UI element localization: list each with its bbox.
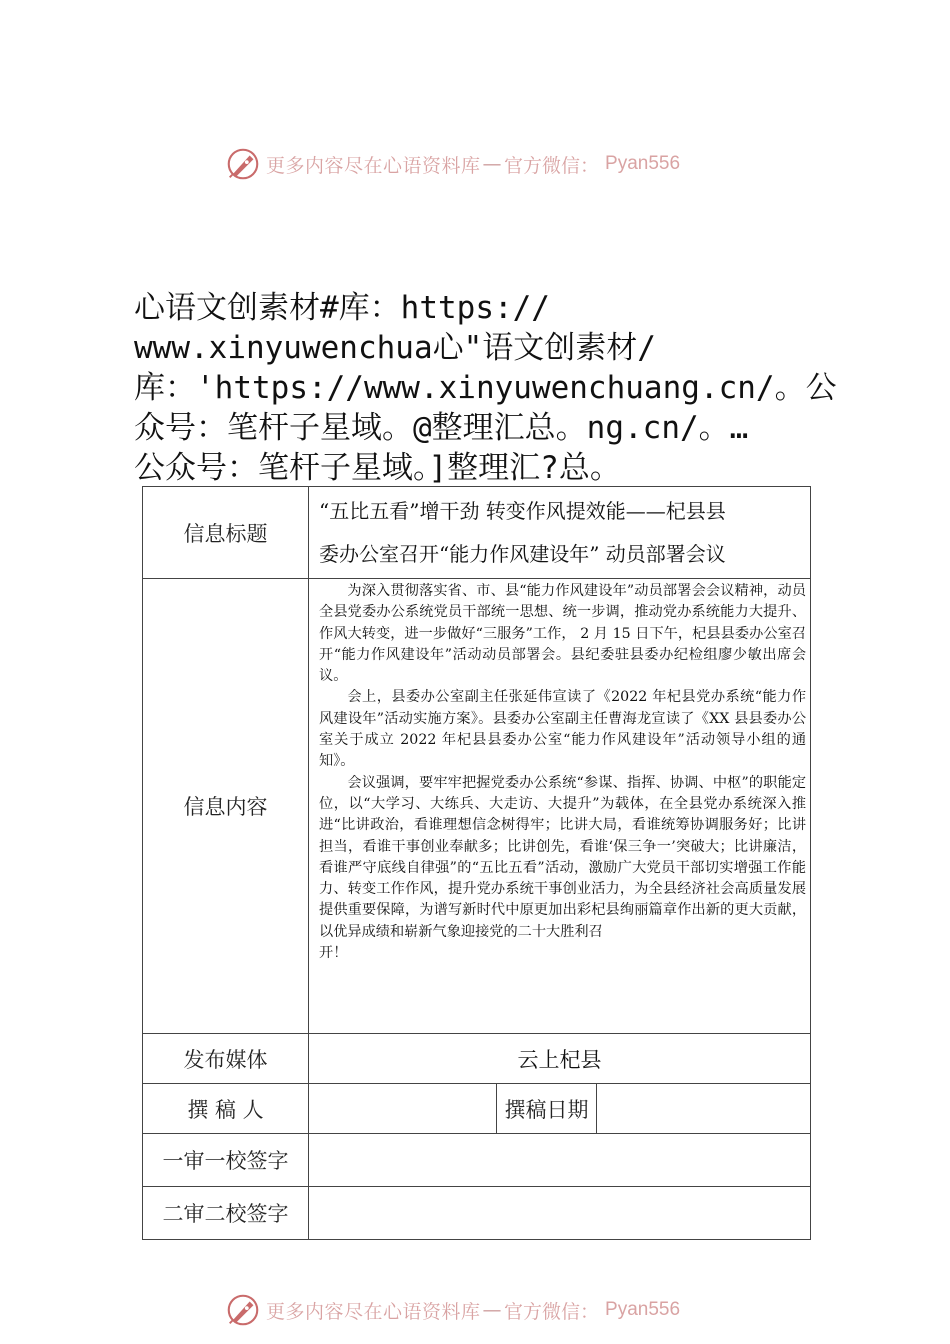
author-label: 撰 稿 人 xyxy=(143,1084,309,1134)
banner-wechat-label: 官方微信： xyxy=(504,1300,600,1323)
banner-wechat-id: Pyan556 xyxy=(605,153,681,174)
row-review2 xyxy=(143,1187,811,1240)
row-review1 xyxy=(143,1134,811,1187)
review2-value[interactable] xyxy=(309,1187,811,1240)
overlay-line: www.xinyuwenchua心"语文创素材/ xyxy=(134,330,656,366)
author-value[interactable] xyxy=(309,1084,497,1134)
footer-banner xyxy=(224,1290,744,1330)
row-media xyxy=(143,1034,811,1084)
banner-text: 更多内容尽在心语资料库 xyxy=(266,1300,481,1323)
date-label: 撰稿日期 xyxy=(497,1084,597,1134)
title-line: “五比五看”增干劲 转变作风提效能——杞县县 xyxy=(319,498,726,523)
pen-nib-logo-icon xyxy=(224,145,262,183)
overlay-line: 库：'https://www.xinyuwenchuang.cn/。公 xyxy=(134,370,837,406)
title-value xyxy=(309,487,811,579)
pen-nib-logo-icon xyxy=(224,1291,262,1329)
content-paragraph: 会上，县委办公室副主任张延伟宣读了《2022 年杞县党办系统“能力作风建设年”活动实施方案》。县委办公室副主任曹海龙宣读了《XX 县县委办公室关于成立 2022 年杞县县委办公室“能力作风建设年”活动领导小组的通知》。 xyxy=(319,689,807,770)
banner-separator: — xyxy=(482,1299,503,1321)
info-form-table xyxy=(142,486,811,1240)
content-value xyxy=(309,579,811,1034)
title-line: 委办公室召开“能力作风建设年” 动员部署会议 xyxy=(319,541,726,566)
overlay-line: 众号：笔杆子星域。@整理汇总。ng.cn/。… xyxy=(134,410,749,446)
header-banner xyxy=(224,144,744,184)
overlay-line: 公众号：笔杆子星域。]整理汇?总。 xyxy=(134,450,621,486)
media-label: 发布媒体 xyxy=(143,1034,309,1084)
date-value[interactable] xyxy=(597,1084,811,1134)
watermark-overlay-text xyxy=(134,288,837,488)
banner-wechat-label: 官方微信： xyxy=(504,154,600,177)
content-paragraph: 会议强调，要牢牢把握党委办公系统“参谋、指挥、协调、中枢”的职能定位，以“大学习、大练兵、大走访、大提升”为载体，在全县党办系统深入推进“比讲政治，看谁理想信念树得牢；比讲大局，看谁统筹协调服务好；比讲担当，看谁干事创业奉献多；比讲创先，看谁‘保三争一’突破大；比讲廉洁，看谁严守底线自律强”的“五比五看”活动，激励广大党员干部切实增强工作能力、转变工作作风，提升党办系统干事创业活力，为全县经济社会高质量发展提供重要保障，为谱写新时代中原更加出彩杞县绚丽篇章作出新的更大贡献，以优异成绩和崭新气象迎接党的二十大胜利召 xyxy=(319,774,807,940)
overlay-line: 心语文创素材#库：https:// xyxy=(134,290,550,326)
row-author xyxy=(143,1084,811,1134)
review1-label: 一审一校签字 xyxy=(143,1134,309,1187)
row-title xyxy=(143,487,811,579)
title-label: 信息标题 xyxy=(143,487,309,579)
media-value: 云上杞县 xyxy=(309,1034,811,1084)
banner-wechat-id: Pyan556 xyxy=(605,1299,681,1320)
review2-label: 二审二校签字 xyxy=(143,1187,309,1240)
banner-text: 更多内容尽在心语资料库 xyxy=(266,154,481,177)
content-label: 信息内容 xyxy=(143,579,309,1034)
banner-separator: — xyxy=(482,153,503,175)
row-content xyxy=(143,579,811,1034)
review1-value[interactable] xyxy=(309,1134,811,1187)
content-paragraph: 为深入贯彻落实省、市、县“能力作风建设年”动员部署会会议精神，动员全县党委办公系统党员干部统一思想、统一步调，推动党办系统能力大提升、作风大转变，进一步做好“三服务”工作， 2 月 15 日下午，杞县县委办公室召开“能力作风建设年”活动动员部署会。县纪委驻县委办纪检组廖少敏出席会议。 xyxy=(319,583,807,685)
content-paragraph-tail: 开！ xyxy=(319,945,348,962)
